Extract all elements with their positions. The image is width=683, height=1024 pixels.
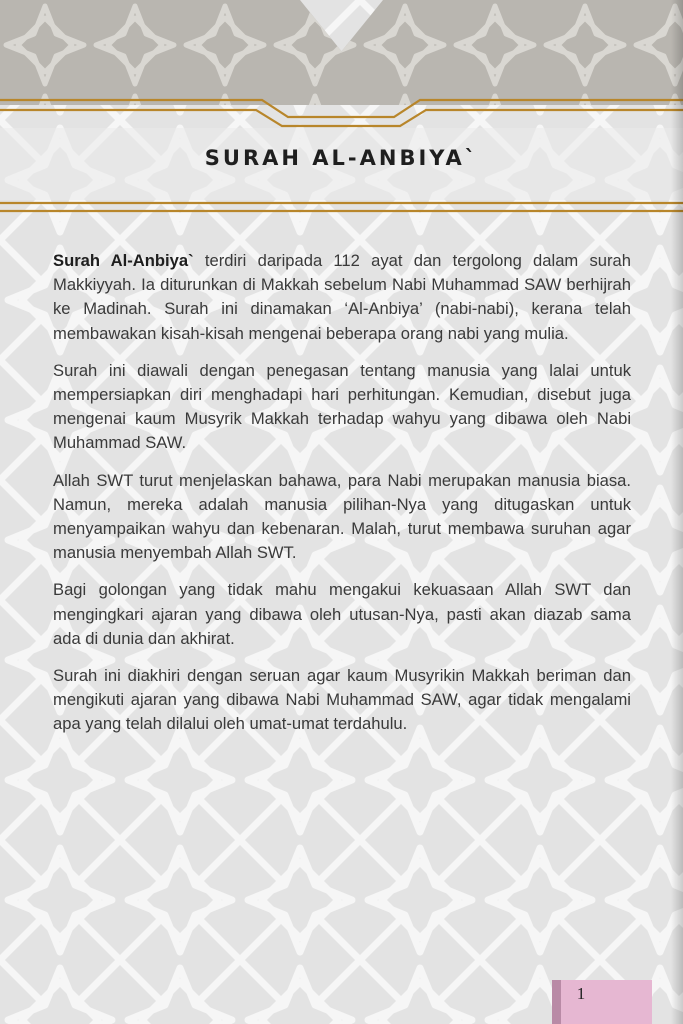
page-title: SURAH AL-ANBIYA` <box>204 146 479 170</box>
page-number: 1 <box>576 984 586 1003</box>
page-tab-accent <box>552 980 561 1024</box>
surah-name-lead: Surah Al-Anbiya` <box>53 251 194 270</box>
paragraph-prophets: Allah SWT turut menjelaskan bahawa, para Nabi merupakan manusia biasa. Namun, mereka adalah manusia pilihan-Nya yang ditugaskan untuk menyampaikan wahyu dan kebenaran. Malah, turut membawa suruhan agar manusia menyembah Allah SWT. <box>53 470 631 563</box>
paragraph-closing: Surah ini diakhiri dengan seruan agar kaum Musyrikin Makkah beriman dan mengikuti ajaran yang dibawa Nabi Muhammad SAW, agar tidak mengalami apa yang telah dilalui oleh umat-umat terdahulu. <box>53 666 631 734</box>
paragraph-punishment: Bagi golongan yang tidak mahu mengakui kekuasaan Allah SWT dan mengingkari ajaran yang dibawa oleh utusan-Nya, pasti akan diazab sama ada di dunia dan akhirat. <box>53 580 631 648</box>
paragraph-opening: Surah ini diawali dengan penegasan tentang manusia yang lalai untuk mempersiapkan diri menghadapi hari perhitungan. Kemudian, disebut juga mengenai kaum Musyrik Makkah terhadap wahyu yang dibawa oleh Nabi Muhammad SAW. <box>53 360 631 453</box>
paragraph-intro-text: terdiri daripada 112 ayat dan tergolong dalam surah Makkiyyah. Ia diturunkan di Makkah sebelum Nabi Muhammad SAW berhijrah ke Madinah. Surah ini dinamakan ‘Al-Anbiya’ (nabi-nabi), kerana telah membawakan kisah-kisah mengenai beberapa orang nabi yang mulia. <box>53 251 631 343</box>
page-edge-shadow <box>671 0 683 1024</box>
paragraph-intro <box>53 249 631 346</box>
header-ornament <box>0 0 683 230</box>
surah-description <box>53 249 631 750</box>
